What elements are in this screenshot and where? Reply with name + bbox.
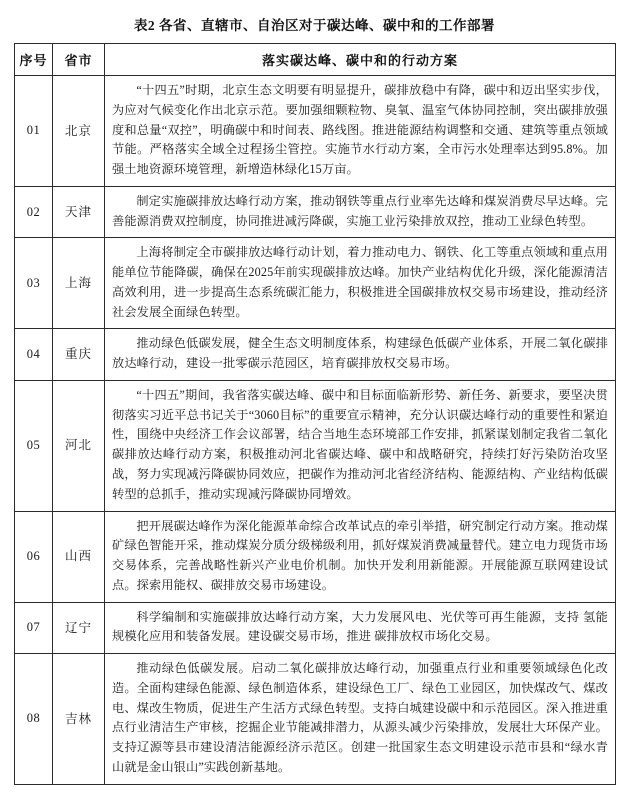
table-body xyxy=(15,76,616,785)
row-number: 03 xyxy=(15,238,53,329)
table-row xyxy=(15,380,616,511)
table-row xyxy=(15,238,616,329)
row-province: 吉林 xyxy=(53,654,105,785)
row-plan-text: 科学编制和实施碳排放达峰行动方案，大力发展风电、光伏等可再生能源，支持 氢能规模化应用和装备发展。建设碳交易市场，推进 碳排放权市场化交易。 xyxy=(112,609,608,644)
row-province: 天津 xyxy=(53,186,105,238)
row-plan-text: 制定实施碳排放达峰行动方案，推动钢铁等重点行业率先达峰和煤炭消费尽早达峰。完善能源消费双控制度，协同推进减污降碳，实施工业污染排放双控，推动工业绿色转型。 xyxy=(112,193,608,228)
row-province: 北京 xyxy=(53,76,105,187)
table-row xyxy=(15,329,616,381)
row-plan xyxy=(105,76,616,187)
row-plan-text: 推动绿色低碳发展，健全生态文明制度体系，构建绿色低碳产业体系，开展二氧化碳排放达峰行动，建设一批零碳示范园区，培育碳排放权交易市场。 xyxy=(112,336,608,371)
row-province: 河北 xyxy=(53,380,105,511)
row-province: 上海 xyxy=(53,238,105,329)
row-province: 辽宁 xyxy=(53,602,105,654)
row-plan xyxy=(105,186,616,238)
column-header-no: 序号 xyxy=(15,44,53,76)
table-row xyxy=(15,602,616,654)
row-number: 05 xyxy=(15,380,53,511)
row-plan-text: “十四五”期间，我省落实碳达峰、碳中和目标面临新形势、新任务、新要求，要坚决贯彻落实习近平总书记关于“3060目标”的重要宣示精神，充分认识碳达峰行动的重要性和紧迫性，围绕中央经济工作会议部署，结合当地生态环境部工作安排，抓紧谋划制定我省二氧化碳排放达峰行动方案，积极推动河北省碳达峰、碳中和战略研究，持续打好污染防治攻坚战，努力实现减污降碳协同效应，把碳作为推动河北省经济结构、能源结构、产业结构低碳转型的总抓手，推动实现减污降碳协同增效。 xyxy=(112,387,608,501)
row-number: 06 xyxy=(15,511,53,602)
table-header xyxy=(15,44,616,76)
table-row xyxy=(15,654,616,785)
table-row xyxy=(15,186,616,238)
table-header-row xyxy=(15,44,616,76)
column-header-plan: 落实碳达峰、碳中和的行动方案 xyxy=(105,44,616,76)
row-plan xyxy=(105,602,616,654)
row-plan xyxy=(105,380,616,511)
deployment-table xyxy=(14,43,616,785)
row-number: 04 xyxy=(15,329,53,381)
row-plan xyxy=(105,654,616,785)
row-number: 07 xyxy=(15,602,53,654)
column-header-province: 省市 xyxy=(53,44,105,76)
row-number: 02 xyxy=(15,186,53,238)
table-row xyxy=(15,511,616,602)
row-province: 重庆 xyxy=(53,329,105,381)
row-plan-text: 上海将制定全市碳排放达峰行动计划，着力推动电力、钢铁、化工等重点领域和重点用能单位节能降碳，确保在2025年前实现碳排放达峰。加快产业结构优化升级，深化能源清洁高效利用，进一步提高生态系统碳汇能力，积极推进全国碳排放权交易市场建设，推动经济社会发展全面绿色转型。 xyxy=(112,245,608,319)
row-plan-text: 推动绿色低碳发展。启动二氧化碳排放达峰行动，加强重点行业和重要领域绿色化改造。全面构建绿色能源、绿色制造体系，建设绿色工厂、绿色工业园区，加快煤改气、煤改电、煤改生物质，促进生产生活方式绿色转型。支持白城建设碳中和示范园区。深入推进重点行业清洁生产审核，挖掘企业节能减排潜力，从源头减少污染排放，发展壮大环保产业。支持辽源等县市建设清洁能源经济示范区。创建一批国家生态文明建设示范市县和“绿水青山就是金山银山”实践创新基地。 xyxy=(112,661,608,774)
table-caption: 表2 各省、直辖市、自治区对于碳达峰、碳中和的工作部署 xyxy=(133,18,496,33)
table-row xyxy=(15,76,616,187)
row-plan xyxy=(105,511,616,602)
row-plan-text: 把开展碳达峰作为深化能源革命综合改革试点的牵引举措，研究制定行动方案。推动煤矿绿色智能开采，推动煤炭分质分级梯级利用，抓好煤炭消费减量替代。建立电力现货市场交易体系，完善战略性新兴产业电价机制。加快开发利用新能源。开展能源互联网建设试点。探索用能权、碳排放交易市场建设。 xyxy=(112,518,608,592)
row-plan xyxy=(105,329,616,381)
row-plan xyxy=(105,238,616,329)
row-number: 08 xyxy=(15,654,53,785)
row-province: 山西 xyxy=(53,511,105,602)
row-number: 01 xyxy=(15,76,53,187)
row-plan-text: “十四五”时期，北京生态文明要有明显提升，碳排放稳中有降，碳中和迈出坚实步伐，为应对气候变化作出北京示范。要加强细颗粒物、臭氧、温室气体协同控制，突出碳排放强度和总量“双控”，明确碳中和时间表、路线图。推进能源结构调整和交通、建筑等重点领域节能。严格落实全域全过程扬尘管控。实施节水行动方案，全市污水处理率达到95.8%。加强土地资源环境管理，新增造林绿化15万亩。 xyxy=(112,83,608,177)
